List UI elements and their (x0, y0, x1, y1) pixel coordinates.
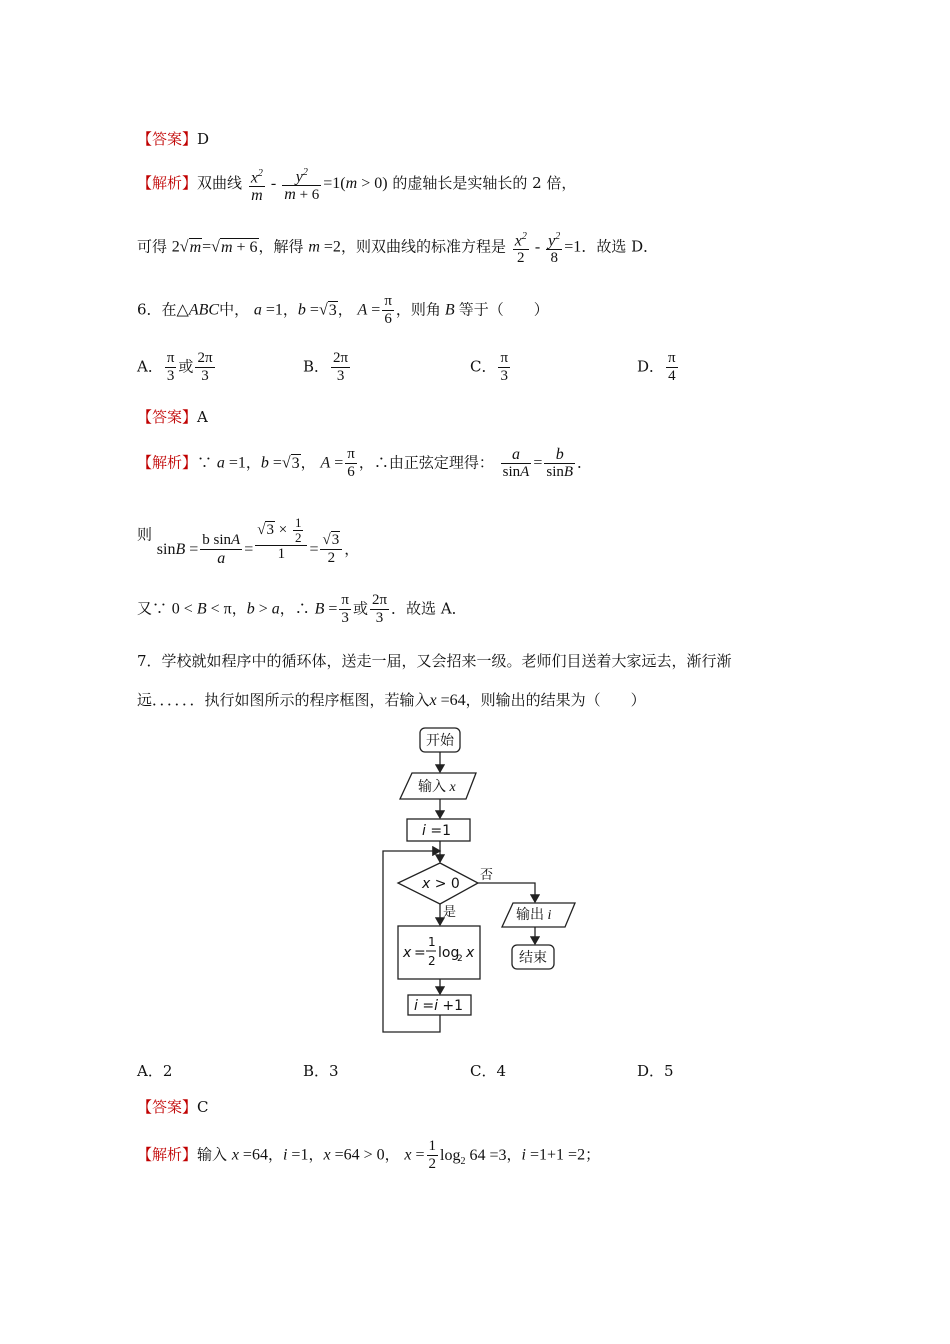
q6-explanation-line3: 又∵ 0 < B < π，b > a，∴ B = $\frac{\pi}{3}$ 或 $\frac{2\pi}{3}$ ．故选 A． (137, 592, 467, 626)
svg-text:x: x (466, 945, 475, 961)
answer-tag: 【答案】 (137, 1098, 198, 1116)
formula-x2-over-2: $\frac{x^2}{2}$ (513, 228, 529, 267)
q6-option-b: B． $\frac{2\pi}{3}$ (303, 350, 349, 384)
q6-option-c: C． $\frac{\pi}{3}$ (470, 350, 509, 384)
svg-text:=: = (414, 945, 426, 961)
flow-yes-label: 是 (443, 905, 457, 920)
formula-x2-over-m: $\frac{x^2}{m}$ (249, 165, 265, 204)
answer-value: A (197, 408, 208, 426)
q6-stem: 6．在△ABC中， a =1，b =√3， A = $\frac{\pi}{6}$ ，则角 B 等于（ ） (137, 293, 549, 327)
q7-option-b: B．3 (303, 1062, 339, 1080)
svg-text:1: 1 (428, 935, 436, 949)
flow-input-label: 输入 x (418, 779, 456, 795)
flowchart (370, 720, 590, 1040)
q6-explanation-line2: 则 sinB = $\frac{\text{b sinA}}{a}$ = √3 × $\frac{1}{2}$ 1 = $\frac{√3}{2}$ ， (137, 515, 360, 567)
answer-value: C (197, 1098, 209, 1116)
q7-answer-line (137, 1096, 209, 1117)
svg-text:2: 2 (428, 954, 436, 968)
formula-sqrt-equation: 2√m=√m + 6 (171, 238, 258, 256)
flow-init-label: i =1 (422, 823, 451, 839)
q7-explanation-line1: 【解析】输入 x =64，i =1，x =64 > 0， x = $\frac{1}{2}$ $\log_2 64 =3$，i =1+1 =2； (137, 1138, 601, 1172)
q5-answer-line (137, 128, 209, 149)
flow-start-label: 开始 (426, 733, 454, 749)
explanation-tag: 【解析】 (137, 453, 198, 472)
answer-value: D (197, 130, 210, 148)
formula-y2-over-m6: $\frac{y^2}{m + 6}$ (282, 164, 321, 204)
flow-increment-label: i =i +1 (414, 998, 464, 1014)
formula-y2-over-8: $\frac{y^2}{8}$ (546, 228, 562, 267)
q6-answer-line (137, 406, 208, 427)
q7-option-a: A．2 (137, 1062, 173, 1080)
svg-text:log: log (438, 945, 460, 961)
q6-option-a: A． $\frac{\pi}{3}$ 或 $\frac{2\pi}{3}$ (137, 350, 213, 384)
svg-text:2: 2 (457, 954, 463, 964)
flow-no-label: 否 (480, 868, 494, 883)
q7-stem-line2: 远．．．．．．执行如图所示的程序框图，若输入x =64，则输出的结果为（ ） (137, 691, 646, 709)
q6-option-d: D． $\frac{\pi}{4}$ (637, 350, 676, 384)
explanation-tag: 【解析】 (137, 1145, 198, 1164)
q7-option-c: C．4 (470, 1062, 507, 1080)
q6-explanation-line1: 【解析】∵ a =1，b =√3， A = $\frac{\pi}{6}$ ，∴由正弦定理得： $\frac{a}{\sin A}$ = $\frac{b}{\sin B}$ ． (137, 446, 593, 480)
explanation-tag: 【解析】 (137, 174, 198, 193)
q7-stem-line1: 7．学校就如程序中的循环体，送走一届，又会招来一级。老师们目送着大家远去，渐行渐 (137, 652, 732, 670)
flow-process-label (402, 935, 475, 968)
flow-output-label: 输出 i (516, 907, 552, 923)
answer-tag: 【答案】 (137, 408, 198, 426)
flow-decision-label: x > 0 (422, 876, 460, 892)
flow-end-label: 结束 (519, 950, 547, 966)
q5-explanation-line1: 【解析】双曲线 $\frac{x^2}{m}$ - $\frac{y^2}{m + 6}$ =1(m > 0) 的虚轴长是实轴长的 2 倍， (137, 164, 576, 204)
svg-text:x: x (403, 945, 412, 961)
q5-explanation-line2: 可得 2√m=√m + 6，解得 m =2，则双曲线的标准方程是 $\frac{x^2}{2}$ - $\frac{y^2}{8}$ =1．故选 D． (137, 228, 658, 267)
answer-tag: 【答案】 (137, 130, 198, 148)
q7-option-d: D．5 (637, 1062, 674, 1080)
